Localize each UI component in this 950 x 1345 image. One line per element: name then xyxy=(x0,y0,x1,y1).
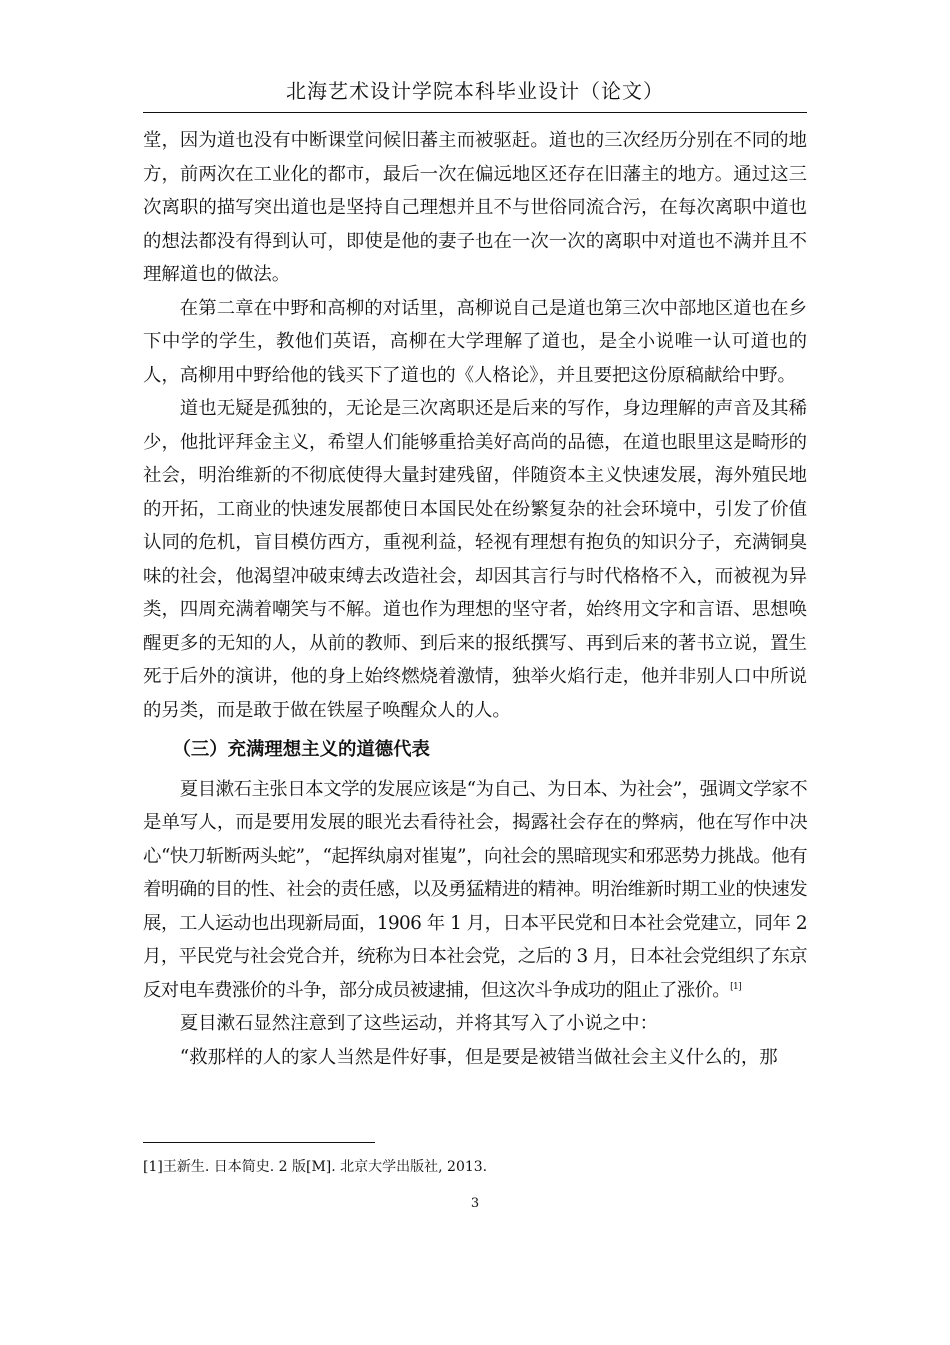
paragraph-5: 夏目漱石显然注意到了这些运动，并将其写入了小说之中： xyxy=(179,1013,658,1034)
paragraph-1: 堂，因为道也没有中断课堂问候旧蕃主而被驱赶。道也的三次经历分别在不同的地方，前两次在工业化的都市，最后一次在偏远地区还存在旧藩主的地方。通过这三次离职的描写突出道也是坚持自己理想并且不与世俗同流合污，在每次离职中道也的想法都没有得到认可，即使是他的妻子也在一次一次的离职中对道也不满并且不理解道也的做法。 xyxy=(143,130,807,285)
paragraph-3: 道也无疑是孤独的，无论是三次离职还是后来的写作，身边理解的声音及其稀少，他批评拜金主义，希望人们能够重拾美好高尚的品德，在道也眼里这是畸形的社会，明治维新的不彻底使得大量封建残留，伴随资本主义快速发展，海外殖民地的开拓，工商业的快速发展都使日本国民处在纷繁复杂的社会环境中，引发了价值认同的危机，盲目模仿西方，重视利益，轻视有理想有抱负的知识分子，充满铜臭味的社会，他渴望冲破束缚去改造社会，却因其言行与时代格格不入，而被视为异类，四周充满着嘲笑与不解。道也作为理想的坚守者，始终用文字和言语、思想唤醒更多的无知的人，从前的教师、到后来的报纸撰写、再到后来的著书立说，置生死于后外的演讲，他的身上始终燃烧着激情，独举火焰行走，他并非别人口中所说的另类，而是敢于做在铁屋子唤醒众人的人。 xyxy=(143,398,807,721)
paragraph-2: 在第二章在中野和高柳的对话里，高柳说自己是道也第三次中部地区道也在乡下中学的学生，教他们英语，高柳在大学理解了道也，是全小说唯一认可道也的人，高柳用中野给他的钱买下了道也的《人格论》，并且要把这份原稿献给中野。 xyxy=(143,297,807,386)
footnote-reference-marker[interactable]: [1] xyxy=(730,981,742,992)
paragraph-6: “救那样的人的家人当然是件好事，但是要是被错当做社会主义什么的，那 xyxy=(179,1046,778,1068)
footnote-text: [1]王新生. 日本简史. 2 版[M]. 北京大学出版社, 2013. xyxy=(143,1159,488,1175)
section-heading: （三）充满理想主义的道德代表 xyxy=(172,739,430,760)
footnote-separator xyxy=(143,1142,375,1143)
page-number: 3 xyxy=(470,1196,480,1211)
paragraph-4 xyxy=(143,773,807,1008)
page-header-title: 北海艺术设计学院本科毕业设计（论文） xyxy=(286,79,664,103)
body-text xyxy=(143,124,807,1074)
header-rule xyxy=(143,112,807,113)
paragraph-4-text: 夏目漱石主张日本文学的发展应该是“为自己、为日本、为社会”，强调文学家不是单写人，而是要用发展的眼光去看待社会，揭露社会存在的弊病，他在写作中决心“快刀斩断两头蛇”，“起挥纨扇对崔嵬”，向社会的黑暗现实和邪恶势力挑战。他有着明确的目的性、社会的责任感，以及勇猛精进的精神。明治维新时期工业的快速发展，工人运动也出现新局面，1906 年 1 月，日本平民党和日本社会党建立，同年 2 月，平民党与社会党合并，统称为日本社会党，之后的 3 月，日本社会党组织了东京反对电车费涨价的斗争，部分成员被逮捕，但这次斗争成功的阻止了涨价。 xyxy=(143,778,807,1001)
